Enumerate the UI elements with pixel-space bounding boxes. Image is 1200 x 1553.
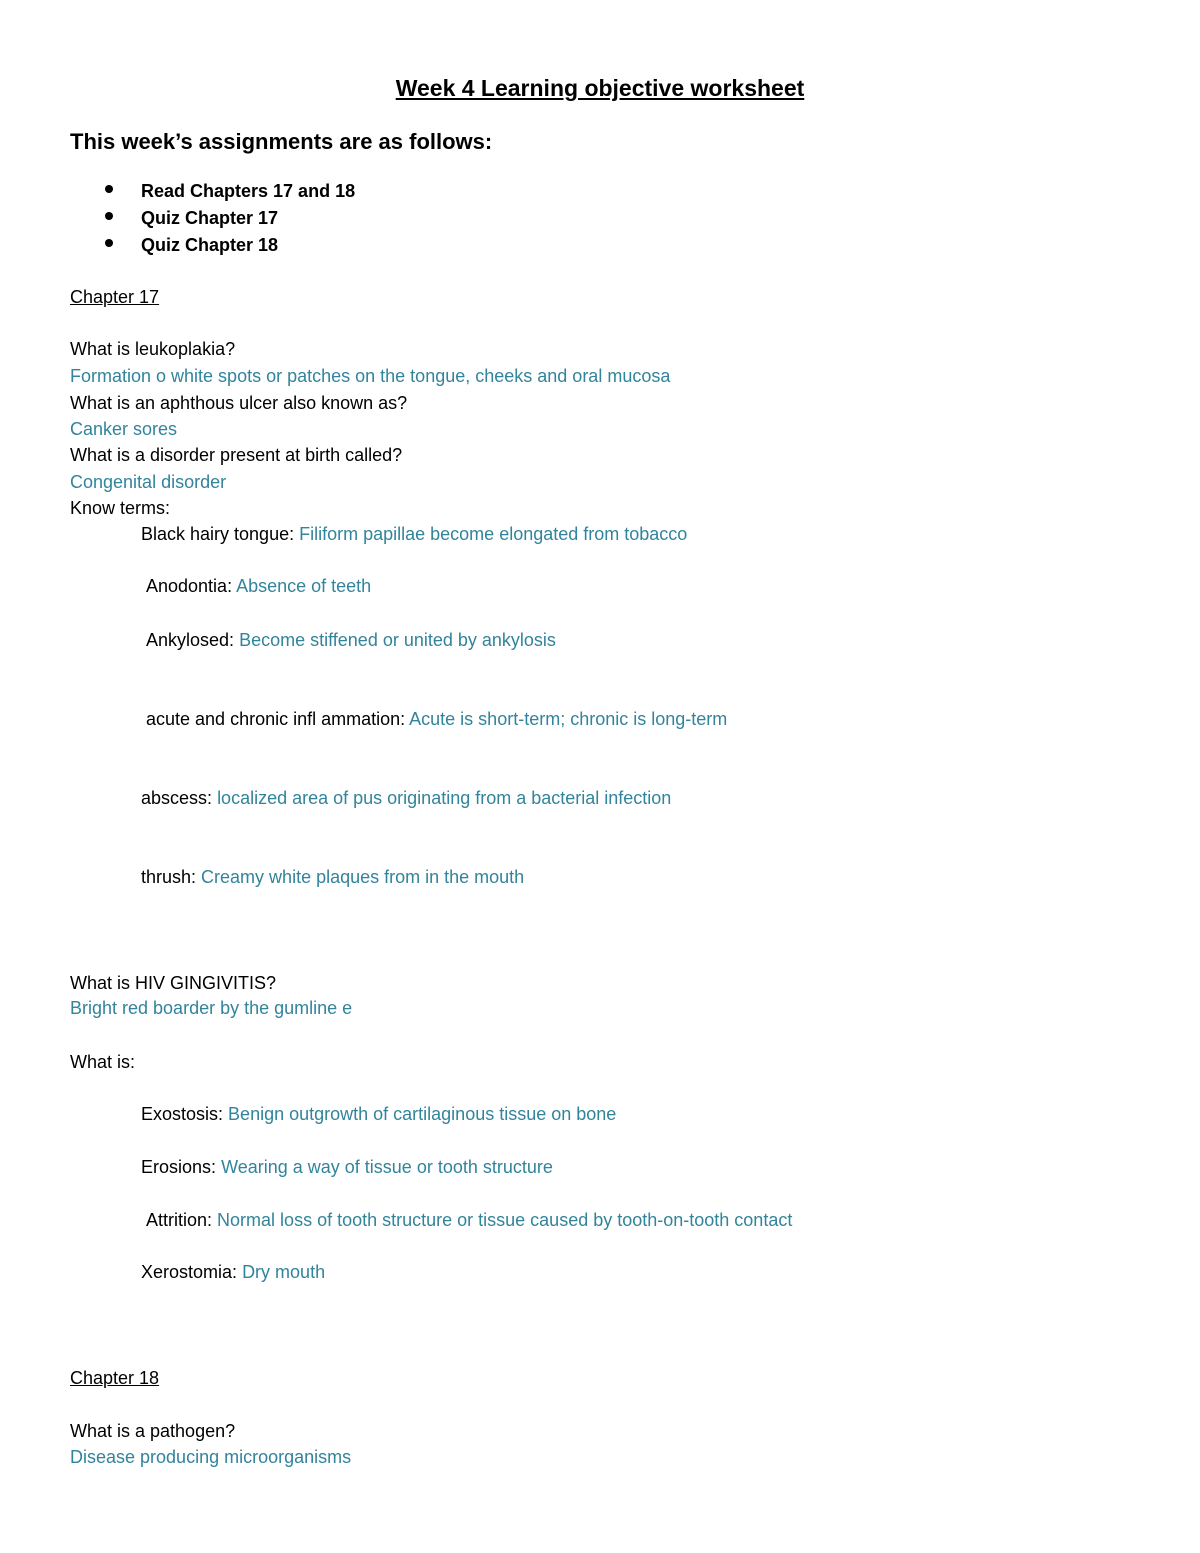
term-label: abscess: [141, 788, 213, 808]
term-definition: Absence of teeth [236, 576, 372, 596]
answer-text: Bright red boarder by the gumline e [70, 998, 353, 1018]
term-row [146, 708, 727, 730]
bullet-icon [105, 212, 113, 220]
term-label: Attrition: [146, 1210, 213, 1230]
term-definition: Normal loss of tooth structure or tissue caused by tooth-on-tooth contact [217, 1210, 793, 1230]
what-is-label: What is: [70, 1052, 136, 1072]
term-definition: Dry mouth [242, 1262, 326, 1282]
answer-text: Disease producing microorganisms [70, 1447, 352, 1467]
term-label: Xerostomia: [141, 1262, 238, 1282]
bullet-icon [105, 185, 113, 193]
term-label: Erosions: [141, 1157, 217, 1177]
term-label: Exostosis: [141, 1104, 224, 1124]
assignment-item: Quiz Chapter 18 [141, 235, 279, 255]
bullet-icon [105, 239, 113, 247]
term-row [146, 629, 556, 651]
question-text: What is leukoplakia? [70, 339, 236, 359]
term-label: acute and chronic infl ammation: [146, 709, 406, 729]
question-text: What is a disorder present at birth called? [70, 445, 403, 465]
question-text: What is a pathogen? [70, 1421, 236, 1441]
answer-text: Canker sores [70, 419, 178, 439]
chapter-18-heading: Chapter 18 [70, 1368, 160, 1388]
term-row [141, 1103, 616, 1125]
term-label: Ankylosed: [146, 630, 235, 650]
assignment-item: Quiz Chapter 17 [141, 208, 279, 228]
know-terms-label: Know terms: [70, 498, 171, 518]
term-label: thrush: [141, 867, 197, 887]
term-definition: localized area of pus originating from a bacterial infection [217, 788, 672, 808]
assignment-item: Read Chapters 17 and 18 [141, 181, 356, 201]
chapter-17-heading: Chapter 17 [70, 287, 160, 307]
term-definition: Filiform papillae become elongated from tobacco [299, 524, 688, 544]
question-text: What is HIV GINGIVITIS? [70, 973, 277, 993]
term-definition: Become stiffened or united by ankylosis [239, 630, 556, 650]
term-definition: Creamy white plaques from in the mouth [201, 867, 525, 887]
term-label: Black hairy tongue: [141, 524, 295, 544]
answer-text: Congenital disorder [70, 472, 227, 492]
term-row [141, 523, 687, 545]
term-definition: Acute is short-term; chronic is long-term [409, 709, 728, 729]
page-title: Week 4 Learning objective worksheet [395, 75, 805, 101]
answer-text: Formation o white spots or patches on the tongue, cheeks and oral mucosa [70, 366, 671, 386]
term-definition: Wearing a way of tissue or tooth structure [221, 1157, 553, 1177]
term-row [141, 1156, 553, 1178]
question-text: What is an aphthous ulcer also known as? [70, 393, 408, 413]
term-row [141, 1261, 325, 1283]
term-row [146, 575, 371, 597]
term-row [141, 866, 524, 888]
term-row [141, 787, 671, 809]
term-label: Anodontia: [146, 576, 233, 596]
assignments-heading: This week’s assignments are as follows: [70, 129, 493, 154]
term-row [146, 1209, 792, 1231]
term-definition: Benign outgrowth of cartilaginous tissue on bone [228, 1104, 617, 1124]
